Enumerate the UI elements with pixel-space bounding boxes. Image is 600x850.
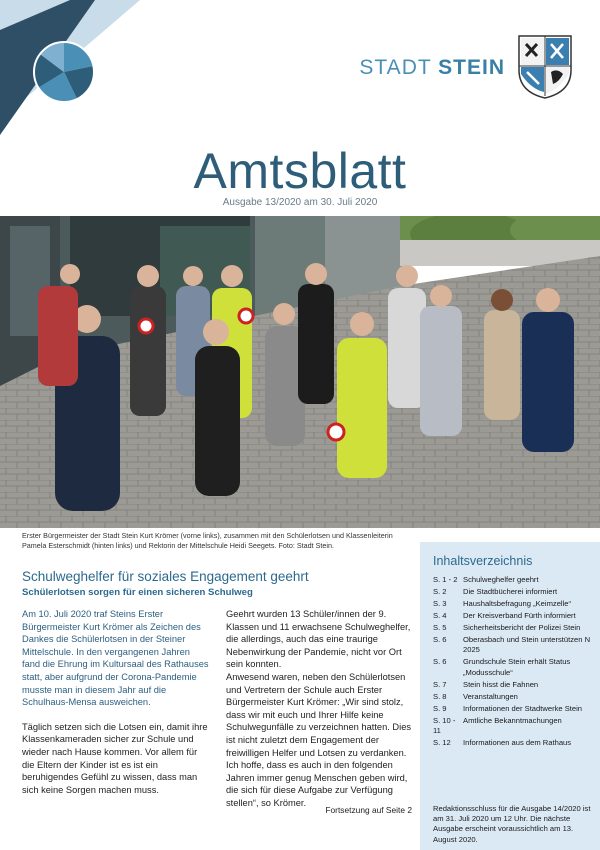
toc-item[interactable] <box>433 680 595 690</box>
toc-item[interactable] <box>433 704 595 714</box>
article-column-2 <box>226 608 416 822</box>
toc-entry-text: Schulweghelfer geehrt <box>463 575 539 584</box>
brand-bold: STEIN <box>438 56 505 79</box>
toc-item[interactable] <box>433 611 595 621</box>
continued-link[interactable]: Fortsetzung auf Seite 2 <box>325 805 412 815</box>
toc-entry-text: Haushaltsbefragung „Keimzelle“ <box>463 599 572 608</box>
toc-entry-text: Der Kreisverband Fürth informiert <box>463 611 576 620</box>
toc-page-number: S. 1 - 2 <box>433 575 458 584</box>
toc-item[interactable] <box>433 657 595 678</box>
coat-of-arms-icon <box>517 34 573 100</box>
toc-list <box>433 575 595 750</box>
toc-item[interactable] <box>433 587 595 597</box>
article-column-1 <box>22 608 209 808</box>
toc-title: Inhaltsverzeichnis <box>433 554 533 568</box>
toc-entry-text: Sicherheitsbericht der Polizei Stein <box>463 623 581 632</box>
toc-entry-text: Informationen der Stadtwerke Stein <box>463 703 583 713</box>
article-paragraph: Täglich setzen sich die Lotsen ein, damit ihre Klassenkameraden sicher zur Schule und wieder nach Hause kommen. Vor allem für die Eltern der Kinder ist es ist ein beruhigendes Gefühl zu wissen, dass man sich keine Sorgen machen muss. <box>22 721 208 795</box>
brand-light: STADT <box>359 56 432 79</box>
toc-entry-text: Stein hisst die Fahnen <box>463 679 539 689</box>
article-paragraph: Anwesend waren, neben den Schülerlotsen und Vertretern der Schule auch Erster Bürgermeister Kurt Krömer: „Wir sind stolz, dass wir mit euch und Ihrer Hilfe keine Schulwegunfälle zu verzeichnen hatten. Dies ist nicht zuletzt dem Engagement der freiwilligen Helfer und Lotsen zu verdanken. Ich hoffe, dass es auch in den folgenden Jahren immer genug Menschen geben wird, die sich für diese Aufgabe zur Verfügung stellen“, so Krömer. <box>226 671 412 808</box>
toc-entry-text: Oberasbach und Stein unterstützen N 2025 <box>463 635 591 655</box>
toc-item[interactable] <box>433 692 595 702</box>
toc-page-number: S. 6 <box>433 657 447 667</box>
article-paragraph: Geehrt wurden 13 Schüler/innen der 9. Klassen und 11 erwachsene Schulweghelfer, die allerdings, auch das eine traurige Nebenwirkung der Pandemie, nicht vor Ort sein konnten. <box>226 609 411 670</box>
toc-item[interactable] <box>433 738 595 748</box>
toc-entry-text: Informationen aus dem Rathaus <box>463 738 572 748</box>
cover-photo <box>0 216 600 528</box>
toc-entry-text: Veranstaltungen <box>463 691 518 701</box>
toc-page-number: S. 9 <box>433 703 447 713</box>
toc-page-number: S. 3 <box>433 599 447 608</box>
toc-item[interactable] <box>433 599 595 609</box>
issue-line: Ausgabe 13/2020 am 30. Juli 2020 <box>222 197 378 208</box>
toc-entry-text: Grundschule Stein erhält Status „Modusschule“ <box>463 657 571 677</box>
toc-item[interactable] <box>433 635 595 656</box>
toc-page-number: S. 10 - 11 <box>433 715 456 736</box>
toc-deadline-note: Redaktionsschluss für die Ausgabe 14/2020 ist am 31. Juli 2020 um 12 Uhr. Die nächste Ausgabe erscheint voraussichtlich am 13. August 2020. <box>433 804 591 844</box>
toc-page-number: S. 8 <box>433 691 447 701</box>
toc-page-number: S. 2 <box>433 587 447 596</box>
toc-page-number: S. 4 <box>433 611 447 620</box>
toc-item[interactable] <box>433 716 595 737</box>
article-paragraph: Am 10. Juli 2020 traf Steins Erster Bürgermeister Kurt Krömer als Zeichen des Dankes die Schülerlotsen in der Steiner Mittelschule. In den vergangenen Jahren fand die Ehrung im Kultursaal des Rathauses statt, aber aufgrund der Corona-Pandemie musste man in diesem Jahr auf die Schulhaus-Mensa ausweichen. <box>22 609 209 708</box>
toc-item[interactable] <box>433 623 595 633</box>
toc-item[interactable] <box>433 575 595 585</box>
toc-page-number: S. 12 <box>433 738 451 748</box>
toc-entry-text: Amtliche Bekanntmachungen <box>463 715 562 725</box>
toc-page-number: S. 7 <box>433 679 447 689</box>
photo-caption: Erster Bürgermeister der Stadt Stein Kurt Krömer (vorne links), zusammen mit den Schülerlotsen und Klassenleiterin Pamela Esterschmidt (hinten links) und Rektorin der Mittelschule Heidi Seegets. Foto: Stadt Stein. <box>22 531 393 550</box>
article-headline: Schulweghelfer für soziales Engagement geehrt <box>22 569 309 584</box>
brand-wordmark <box>359 56 505 80</box>
toc-page-number: S. 5 <box>433 623 447 632</box>
toc-page-number: S. 6 <box>433 635 447 644</box>
article-subheadline: Schülerlotsen sorgen für einen sicheren Schulweg <box>22 587 253 598</box>
stein-city-logo-icon <box>0 0 140 140</box>
table-of-contents <box>420 542 600 850</box>
masthead-title: Amtsblatt <box>193 143 407 199</box>
toc-entry-text: Die Stadtbücherei informiert <box>463 587 558 596</box>
